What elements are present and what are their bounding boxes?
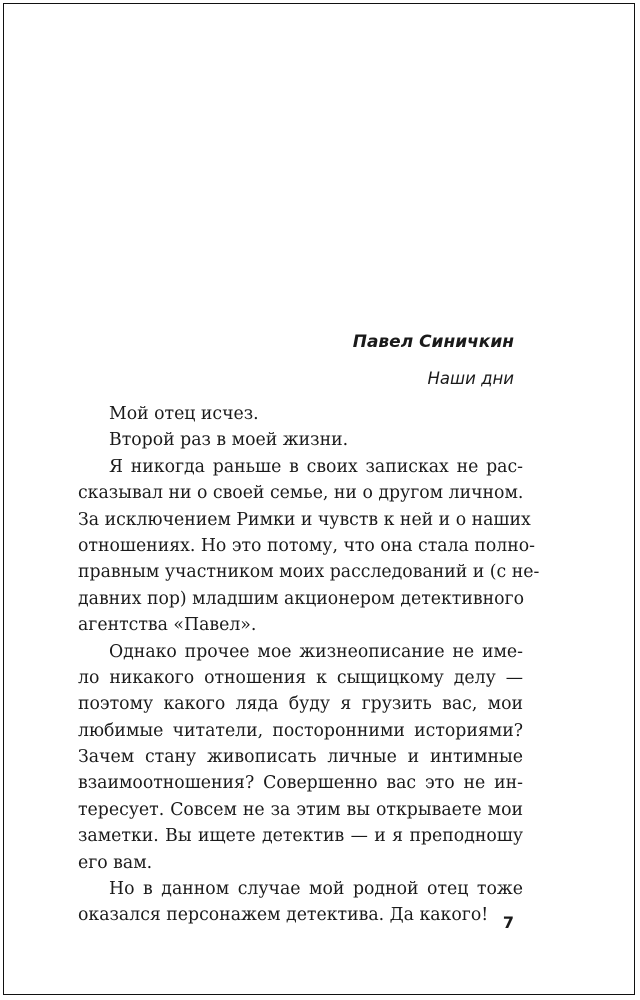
book-page xyxy=(3,3,635,995)
text-line: любимые читатели, посторонними историями? xyxy=(78,720,523,741)
text-line: отношениях. Но это потому, что она стала полно- xyxy=(78,535,536,556)
text-line: Мой отец исчез. xyxy=(109,404,259,424)
text-line: сказывал ни о своей семье, ни о другом личном. xyxy=(78,483,524,504)
text-line: правным участником моих расследований и (с не- xyxy=(78,562,540,583)
text-line: давних пор) младшим акционером детективного xyxy=(78,588,524,609)
text-line: тересует. Совсем не за этим вы открываете мои xyxy=(78,799,523,820)
text-line: Однако прочее мое жизнеописание не име- xyxy=(109,641,523,662)
text-line: взаимоотношения? Совершенно вас это не ин- xyxy=(78,773,523,794)
text-line: поэтому какого ляда буду я грузить вас, мои xyxy=(78,694,523,715)
author-name: Павел Синичкин xyxy=(352,332,514,352)
text-line: Но в данном случае мой родной отец тоже xyxy=(109,879,523,900)
text-line: Второй раз в моей жизни. xyxy=(109,430,349,451)
text-line: заметки. Вы ищете детектив — и я преподношу xyxy=(78,826,523,847)
text-line: ло никакого отношения к сыщицкому делу — xyxy=(78,667,523,688)
text-line: За исключением Римки и чувств к ней и о наших xyxy=(78,509,531,530)
page-number: 7 xyxy=(502,913,514,932)
text-line: Зачем стану живописать личные и интимные xyxy=(78,747,523,768)
text-line: Я никогда раньше в своих записках не рас- xyxy=(109,456,523,477)
text-line: его вам. xyxy=(78,852,153,873)
body-text xyxy=(78,401,540,929)
text-line: агентства «Павел». xyxy=(78,615,257,636)
section-title: Наши дни xyxy=(427,369,514,388)
text-line: оказался персонажем детектива. Да какого! xyxy=(78,905,489,926)
